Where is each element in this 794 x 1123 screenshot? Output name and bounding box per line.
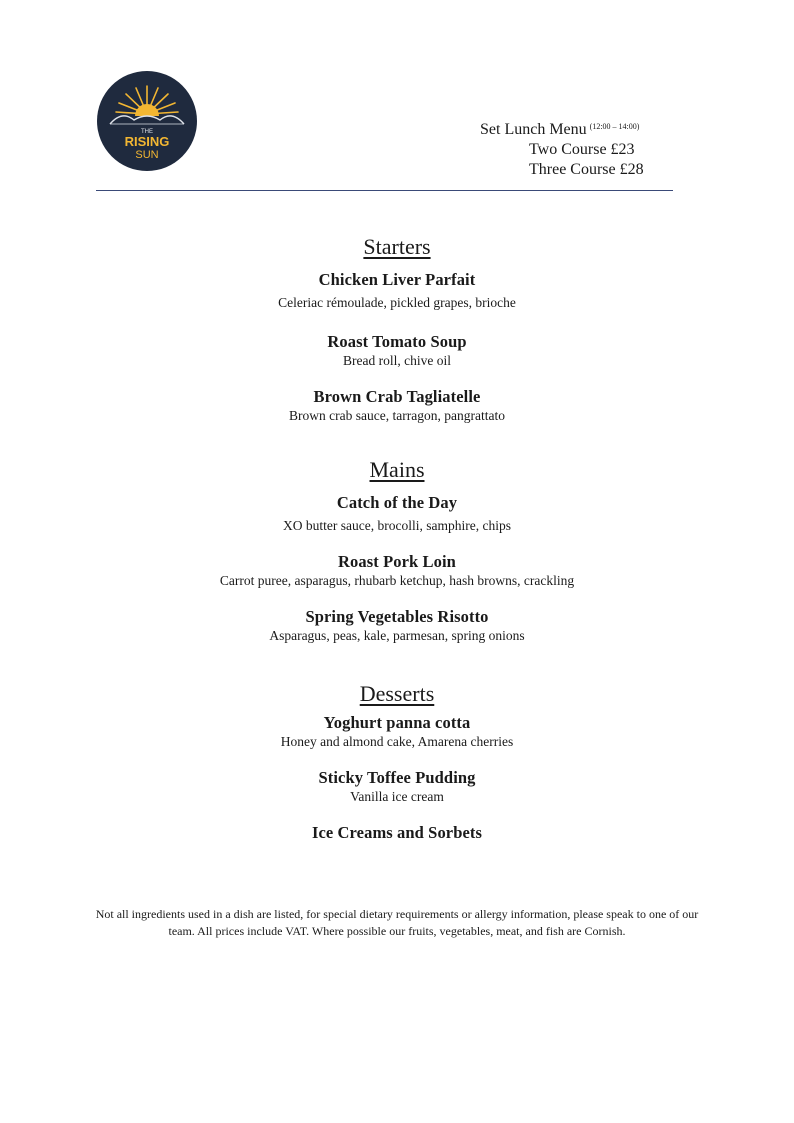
dish-description: Bread roll, chive oil (343, 353, 451, 368)
section-title: Desserts (359, 681, 435, 706)
section-starters (0, 230, 794, 425)
dish-name: Roast Tomato Soup (327, 332, 467, 351)
menu-title-line (480, 117, 644, 140)
dish-name: Brown Crab Tagliatelle (313, 387, 481, 406)
dish-description: Honey and almond cake, Amarena cherries (280, 734, 514, 749)
dish-name: Roast Pork Loin (338, 552, 456, 571)
dish-name: Sticky Toffee Pudding (318, 768, 476, 787)
dish-item (0, 823, 794, 843)
header-divider (96, 190, 673, 191)
menu-body (0, 230, 794, 843)
menu-hours: (12:00 – 14:00) (589, 122, 640, 131)
dish-description: Asparagus, peas, kale, parmesan, spring onions (269, 628, 525, 643)
dish-item (0, 607, 794, 645)
dish-item (0, 270, 794, 312)
dish-name: Catch of the Day (336, 493, 458, 512)
menu-title: Set Lunch Menu (480, 121, 587, 138)
logo-text-sun: SUN (135, 149, 159, 161)
dish-name: Ice Creams and Sorbets (311, 823, 483, 842)
dish-item (0, 493, 794, 535)
section-title: Starters (363, 234, 431, 259)
dish-name: Spring Vegetables Risotto (305, 607, 489, 626)
dish-description: Carrot puree, asparagus, rhubarb ketchup, hash browns, crackling (219, 573, 575, 588)
dish-description: Vanilla ice cream (350, 789, 444, 804)
dish-description: Celeriac rémoulade, pickled grapes, brioche (278, 295, 516, 310)
two-course-price: Two Course £23 (529, 141, 635, 158)
dish-item (0, 552, 794, 590)
allergy-footnote: Not all ingredients used in a dish are listed, for special dietary requirements or allergy information, please speak to one of our team. All prices include VAT. Where possible our fruits, vegetables, meat, and fish are Cornish. (95, 907, 699, 938)
dish-item (0, 387, 794, 425)
dish-item (0, 768, 794, 806)
section-desserts (0, 677, 794, 843)
dish-item (0, 713, 794, 751)
sun-logo-icon (96, 70, 198, 172)
dish-item (0, 332, 794, 370)
dish-name: Yoghurt panna cotta (323, 713, 471, 732)
three-course-price: Three Course £28 (529, 161, 644, 178)
dish-description: Brown crab sauce, tarragon, pangrattato (289, 408, 505, 423)
dish-name: Chicken Liver Parfait (318, 270, 476, 289)
logo-text-rising: RISING (124, 134, 170, 149)
rising-sun-logo (96, 70, 198, 172)
logo-text-the: THE (141, 129, 153, 135)
section-mains (0, 453, 794, 645)
set-lunch-header (480, 117, 644, 180)
dish-description: XO butter sauce, brocolli, samphire, chips (283, 518, 511, 533)
section-title: Mains (369, 457, 425, 482)
